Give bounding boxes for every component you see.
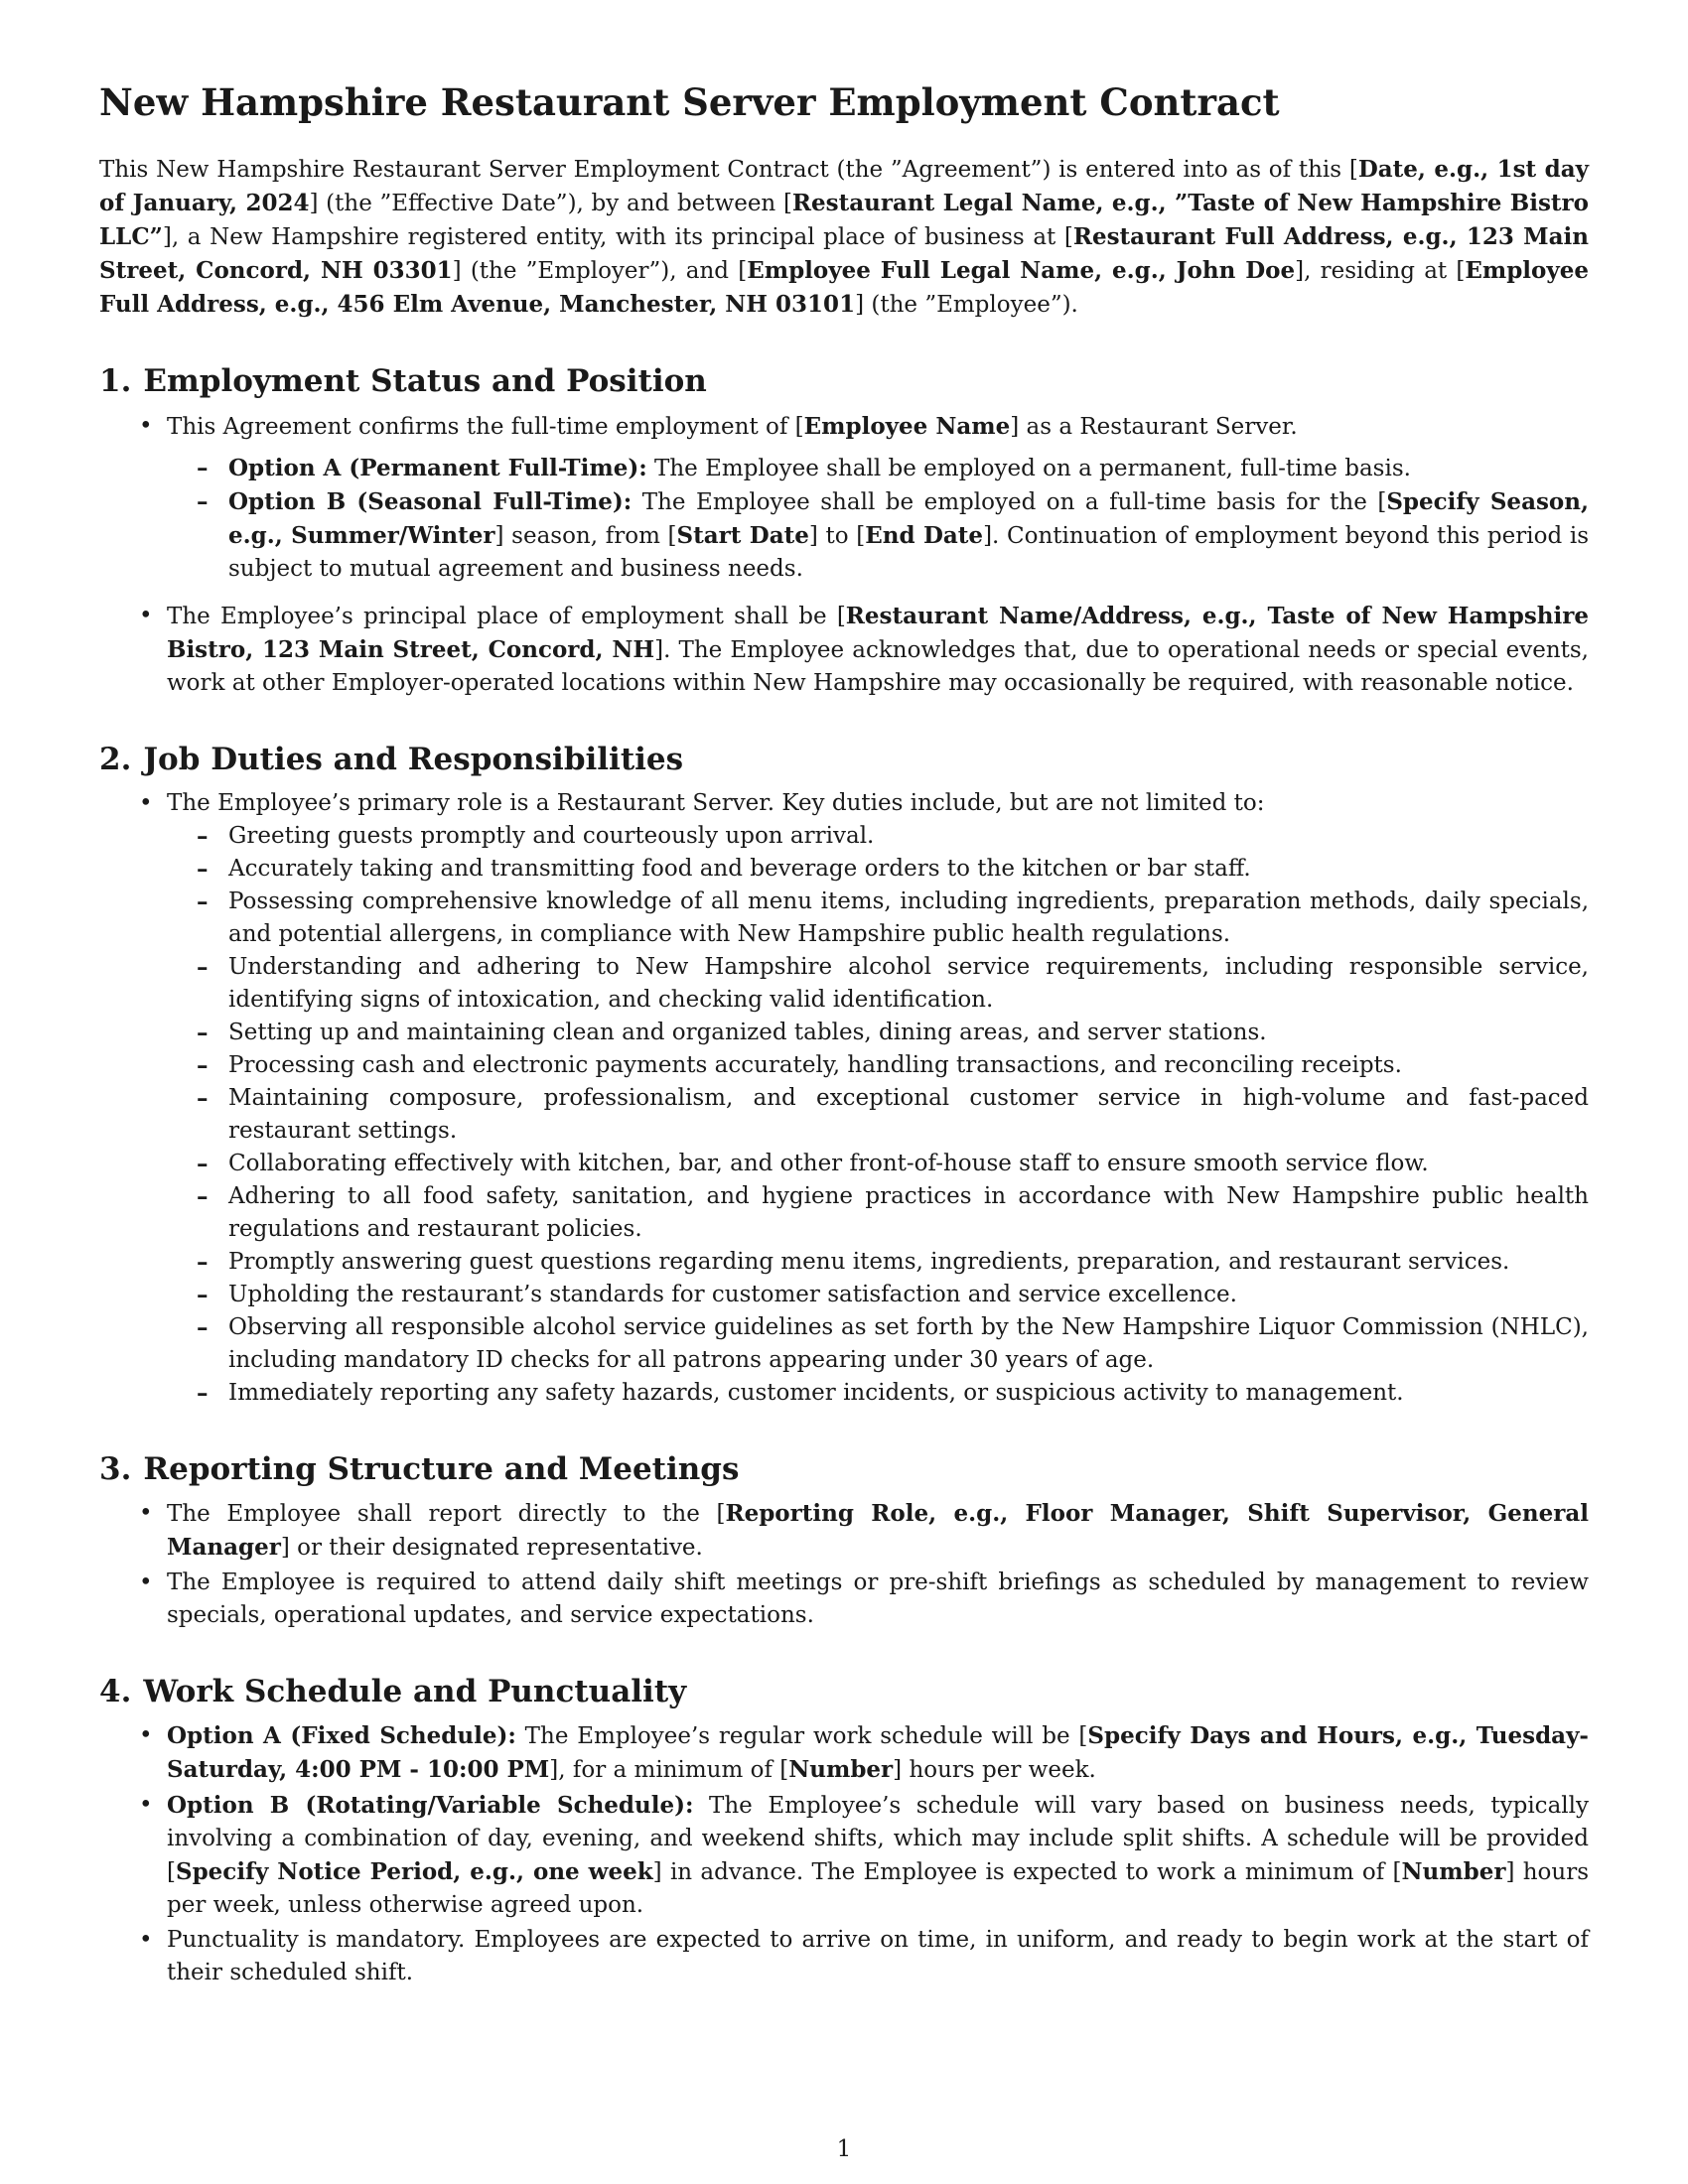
item-text: The Employee shall be employed on a permanent, full-time basis. [646, 455, 1411, 481]
list-item [167, 410, 1589, 586]
placeholder-restaurant-legal-name: Restaurant Legal Name, e.g., ”Taste of New Hampshire Bistro LLC” [99, 190, 1589, 251]
placeholder-employee-name: Employee Name [803, 412, 1011, 440]
intro-paragraph [99, 153, 1589, 322]
list-item [167, 1497, 1589, 1565]
option-a-fixed-schedule [167, 1719, 1589, 1787]
placeholder-reporting-role: Reporting Role, e.g., Floor Manager, Shift Supervisor, General Manager [167, 1500, 1589, 1562]
option-b-seasonal [228, 485, 1589, 586]
list-item: • Punctuality is mandatory. Employees are expected to arrive on time, in uniform, and ready to begin work at the start of their scheduled shift. [167, 1924, 1589, 1989]
placeholder-season: Specify Season, e.g., Summer/Winter [228, 487, 1589, 549]
item-text: The Employee shall be employed on a full-time basis for the [ [632, 488, 1387, 515]
section-number: 4. [99, 1674, 132, 1710]
option-label: Option B (Seasonal Full-Time): [228, 487, 633, 515]
option-label: Option B (Rotating/Variable Schedule): [167, 1792, 694, 1820]
intro-text: ] (the ”Employee”). [855, 292, 1078, 319]
section-number: 2. [99, 741, 132, 777]
placeholder-days-hours: Specify Days and Hours, e.g., Tuesday-Saturday, 4:00 PM - 10:00 PM [167, 1722, 1589, 1784]
duty-item: – Greeting guests promptly and courteously upon arrival. [228, 820, 1589, 853]
item-text: ] to [ [808, 522, 866, 549]
item-text: ] hours per week, unless otherwise agreed upon. [167, 1859, 1589, 1919]
placeholder-effective-date: Date, e.g., 1st day of January, 2024 [99, 156, 1589, 217]
item-text: ] hours per week. [893, 1757, 1096, 1784]
option-label: Option A (Fixed Schedule): [167, 1722, 516, 1750]
placeholder-employee-address: Employee Full Address, e.g., 456 Elm Avenue, Manchester, NH 03101 [99, 257, 1589, 319]
item-text: The Employee’s schedule will vary based on business needs, typically involving a combination of day, evening, and weekend shifts, which may include split shifts. A schedule will be provided [ [167, 1793, 1589, 1886]
placeholder-restaurant-location: Restaurant Name/Address, e.g., Taste of New Hampshire Bistro, 123 Main Street, Concord, NH [167, 602, 1589, 663]
section-number: 1. [99, 363, 132, 400]
employment-options-list [167, 452, 1589, 586]
placeholder-employee-name: Employee Full Legal Name, e.g., John Doe [747, 257, 1296, 285]
item-text: ] as a Restaurant Server. [1010, 413, 1298, 440]
page-number: 1 [836, 2136, 852, 2162]
section-title: Employment Status and Position [143, 363, 707, 400]
intro-text: ], a New Hampshire registered entity, with its principal place of business at [ [162, 224, 1073, 251]
intro-text: ] (the ”Employer”), and [ [452, 258, 748, 285]
placeholder-start-date: Start Date [676, 521, 809, 549]
intro-text: ] (the ”Effective Date”), by and between [ [309, 191, 792, 217]
item-text: The Employee’s principal place of employment shall be [ [167, 603, 846, 629]
item-text: ] season, from [ [494, 522, 677, 549]
section-1-list [99, 410, 1589, 700]
placeholder-number: Number [788, 1756, 894, 1784]
duty-item: – Observing all responsible alcohol service guidelines as set forth by the New Hampshire Liquor Commission (NHLC), including mandatory ID checks for all patrons appearing under 30 years of age. [228, 1311, 1589, 1377]
item-text: ]. Continuation of employment beyond this period is subject to mutual agreement and business needs. [228, 522, 1589, 582]
item-text: ] or their designated representative. [280, 1535, 703, 1562]
item-text: This Agreement confirms the full-time employment of [ [167, 413, 804, 440]
list-item [167, 787, 1589, 1410]
duty-item: – Upholding the restaurant’s standards for customer satisfaction and service excellence. [228, 1279, 1589, 1311]
option-b-rotating-schedule [167, 1789, 1589, 1922]
duty-item: – Accurately taking and transmitting food and beverage orders to the kitchen or bar staff. [228, 853, 1589, 886]
placeholder-restaurant-address: Restaurant Full Address, e.g., 123 Main Street, Concord, NH 03301 [99, 223, 1589, 285]
option-a-permanent [228, 452, 1589, 485]
duty-item: – Immediately reporting any safety hazards, customer incidents, or suspicious activity to management. [228, 1377, 1589, 1410]
duty-item: – Processing cash and electronic payments accurately, handling transactions, and reconciling receipts. [228, 1049, 1589, 1082]
duty-item: – Maintaining composure, professionalism, and exceptional customer service in high-volume and fast-paced restaurant settings. [228, 1082, 1589, 1148]
placeholder-notice-period: Specify Notice Period, e.g., one week [175, 1858, 653, 1886]
document-title: New Hampshire Restaurant Server Employment Contract [99, 80, 1280, 124]
placeholder-end-date: End Date [865, 521, 984, 549]
section-4-list [99, 1719, 1589, 1989]
duties-list [167, 820, 1589, 1410]
duty-item: – Collaborating effectively with kitchen, bar, and other front-of-house staff to ensure smooth service flow. [228, 1148, 1589, 1180]
section-3-list [99, 1497, 1589, 1632]
duty-item: – Adhering to all food safety, sanitation, and hygiene practices in accordance with New Hampshire public health regulations and restaurant policies. [228, 1180, 1589, 1246]
item-text: ] in advance. The Employee is expected to work a minimum of [ [652, 1859, 1402, 1886]
section-2-list [99, 787, 1589, 1410]
item-text: ], for a minimum of [ [549, 1757, 789, 1784]
section-heading-employment-status [99, 361, 1589, 401]
item-text: The Employee’s regular work schedule will be [ [515, 1723, 1088, 1750]
section-heading-work-schedule [99, 1672, 1589, 1711]
list-item: • The Employee is required to attend daily shift meetings or pre-shift briefings as scheduled by management to review specials, operational updates, and service expectations. [167, 1567, 1589, 1632]
section-title: Reporting Structure and Meetings [143, 1450, 740, 1487]
section-title: Job Duties and Responsibilities [143, 741, 684, 777]
section-title: Work Schedule and Punctuality [143, 1674, 687, 1710]
item-text: The Employee shall report directly to the [ [167, 1501, 726, 1528]
duty-item: – Setting up and maintaining clean and organized tables, dining areas, and server stations. [228, 1017, 1589, 1049]
section-number: 3. [99, 1450, 132, 1487]
list-item [167, 600, 1589, 700]
duty-item: – Understanding and adhering to New Hampshire alcohol service requirements, including responsible service, identifying signs of intoxication, and checking valid identification. [228, 951, 1589, 1017]
option-label: Option A (Permanent Full-Time): [228, 454, 647, 481]
item-text: ]. The Employee acknowledges that, due to operational needs or special events, work at other Employer-operated locations within New Hampshire may occasionally be required, with reasonable notice. [167, 636, 1589, 696]
intro-text: This New Hampshire Restaurant Server Employment Contract (the ”Agreement”) is entered into as of this [ [99, 157, 1358, 184]
item-text: The Employee’s primary role is a Restaurant Server. Key duties include, but are not limited to: [167, 789, 1265, 816]
intro-text: ], residing at [ [1295, 258, 1466, 285]
duty-item: – Promptly answering guest questions regarding menu items, ingredients, preparation, and restaurant services. [228, 1246, 1589, 1279]
section-heading-job-duties [99, 740, 1589, 779]
document-page [99, 79, 1589, 1991]
placeholder-number: Number [1401, 1858, 1506, 1886]
section-heading-reporting-structure [99, 1449, 1589, 1489]
duty-item: – Possessing comprehensive knowledge of all menu items, including ingredients, preparation methods, daily specials, and potential allergens, in compliance with New Hampshire public health regulations. [228, 886, 1589, 951]
